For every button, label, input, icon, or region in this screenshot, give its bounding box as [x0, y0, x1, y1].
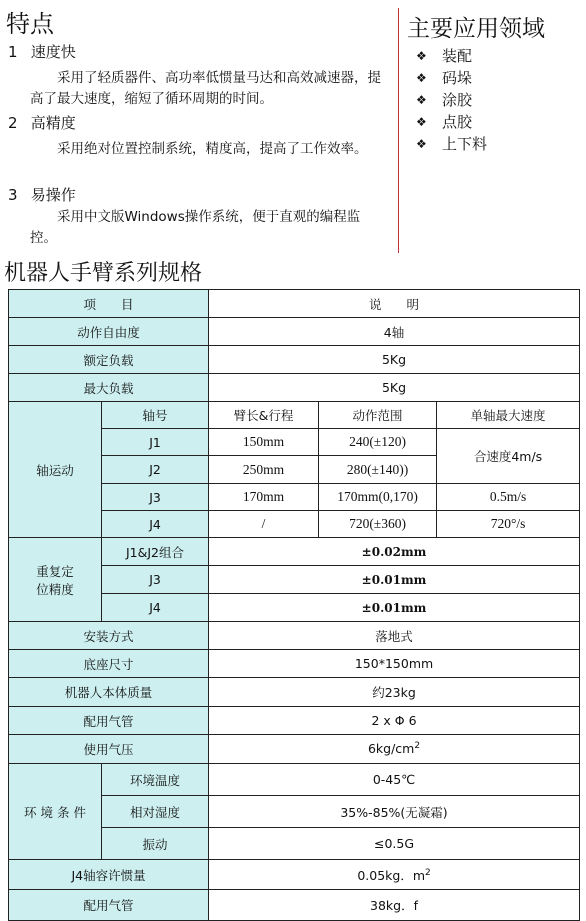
- diamond-bullet-icon: ❖: [416, 49, 427, 63]
- table-row: 振动 ≤0.5G: [9, 828, 580, 860]
- feature-number: 1: [8, 43, 18, 61]
- table-row: 轴运动 轴号 臂长&行程 动作范围 单轴最大速度: [9, 402, 580, 429]
- feature-body: 采用了轻质器件、高功率低惯量马达和高效减速器，提高了最大速度，缩短了循环周期的时间。: [30, 70, 381, 107]
- table-row: 额定负载 5Kg: [9, 346, 580, 374]
- table-row: 机器人本体质量 约23kg: [9, 678, 580, 707]
- feature-title: 速度快: [30, 43, 76, 61]
- table-row: J2 250mm 280(±140)): [9, 456, 580, 484]
- repeatability-label: 重复定 位精度: [9, 538, 102, 622]
- feature-item-usability: [8, 184, 76, 205]
- feature-number: 3: [8, 186, 18, 204]
- table-row: 相对湿度 35%-85%(无凝霜): [9, 796, 580, 828]
- table-row: 重复定 位精度 J1&J2组合 ±0.02mm: [9, 538, 580, 566]
- table-row: 动作自由度 4轴: [9, 318, 580, 346]
- list-item: ❖ 点胶: [416, 113, 473, 131]
- feature-body: 采用中文版Windows操作系统，便于直观的编程监控。: [30, 209, 361, 246]
- feature-body: 采用绝对位置控制系统，精度高，提高了工作效率。: [57, 141, 368, 157]
- feature-title: 易操作: [30, 186, 76, 204]
- table-row: J1 150mm 240(±120) 合速度4m/s: [9, 429, 580, 456]
- diamond-bullet-icon: ❖: [416, 137, 427, 151]
- applications-list: [416, 45, 487, 155]
- feature-item-speed: [8, 41, 76, 62]
- spec-table: [8, 289, 580, 921]
- feature-item-precision: [8, 112, 76, 133]
- table-row: 配用气管 38kg．f: [9, 890, 580, 921]
- spec-title: 机器人手臂系列规格: [4, 261, 203, 286]
- table-row: 环 境 条 件 环境温度 0-45℃: [9, 764, 580, 796]
- table-row: J4 / 720(±360) 720°/s: [9, 511, 580, 538]
- table-row: J3 170mm 170mm(0,170) 0.5m/s: [9, 484, 580, 511]
- feature-title: 高精度: [30, 114, 76, 132]
- applications-title: 主要应用领域: [407, 16, 545, 42]
- j4-inertia-value: 0.05kg．$m^2$: [209, 860, 580, 890]
- header-item: 项 目: [9, 290, 209, 318]
- table-row: 配用气管 2 x Φ 6: [9, 707, 580, 735]
- air-pressure-value: $6kg/cm^2$: [209, 735, 580, 764]
- list-item: ❖ 上下料: [416, 135, 488, 153]
- table-row: J4 ±0.01mm: [9, 594, 580, 622]
- axis-motion-label: 轴运动: [9, 402, 102, 538]
- diamond-bullet-icon: ❖: [416, 93, 427, 107]
- divider-line: [398, 8, 399, 253]
- table-row: J3 ±0.01mm: [9, 566, 580, 594]
- environment-label: 环 境 条 件: [9, 764, 102, 860]
- table-row: 最大负载 5Kg: [9, 374, 580, 402]
- feature-number: 2: [8, 114, 18, 132]
- diamond-bullet-icon: ❖: [416, 115, 427, 129]
- table-row: 使用气压 $6kg/cm^2$: [9, 735, 580, 764]
- list-item: ❖ 码垛: [416, 69, 473, 87]
- list-item: ❖ 涂胶: [416, 91, 473, 109]
- list-item: ❖ 装配: [416, 47, 473, 65]
- table-row: 底座尺寸 150*150mm: [9, 650, 580, 678]
- header-desc: 说 明: [209, 290, 580, 318]
- features-title: 特点: [6, 10, 54, 38]
- table-row: [9, 290, 580, 318]
- table-row: 安装方式 落地式: [9, 622, 580, 650]
- table-row: J4轴容许惯量 0.05kg．$m^2$: [9, 860, 580, 890]
- diamond-bullet-icon: ❖: [416, 71, 427, 85]
